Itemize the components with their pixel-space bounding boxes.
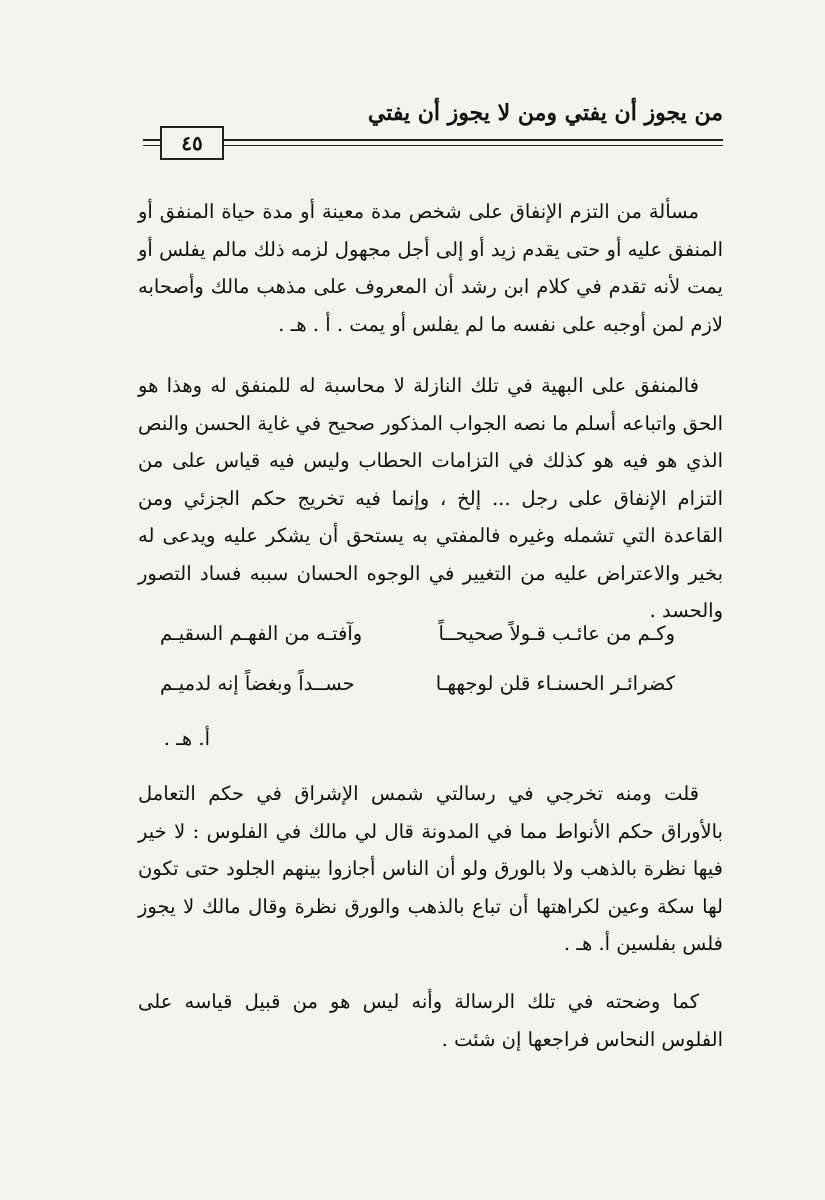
header-rule <box>143 139 723 141</box>
page-number: ٤٥ <box>160 126 224 160</box>
header-rule-thin <box>143 145 723 146</box>
verse-2-second-hemistich: حســداً وبغضاً إنه لدميـم <box>160 672 355 695</box>
running-title: من يجوز أن يفتي ومن لا يجوز أن يفتي <box>367 100 723 126</box>
closing-mark: أ. هـ . <box>163 727 210 750</box>
paragraph-2: فالمنفق على البهية في تلك النازلة لا محاسبة له للمنفق له وهذا هو الحق واتباعه أسلم ما نصه الجواب المذكور صحيح في غاية الحسن والنص الذي هو فيه هو كذلك في التزامات الحطاب وليس فيه قياس على من التزام الإنفاق على رجل ... إلخ ، وإنما فيه تخريج حكم الجزئي ومن القاعدة التي تشمله وغيره فالمفتي به يستحق أن يشكر عليه ويدعى له بخير والاعتراض عليه من التغيير في الوجوه الحسان سببه فساد التصور والحسد . <box>138 374 723 622</box>
paragraph-3: قلت ومنه تخرجي في رسالتي شمس الإشراق في حكم التعامل بالأوراق حكم الأنواط مما في المدونة قال لي مالك في الفلوس : لا خير فيها نظرة بالذهب ولا بالورق ولو أن الناس أجازوا بينهم الجلود حتى تكون لها سكة وعين لكراهتها أن تباع بالذهب والورق نظرة وقال مالك لا يجوز فلس بفلسين أ. هـ . <box>138 782 723 955</box>
verse-2-first-hemistich: كضرائـر الحسنـاء قلن لوجههـا <box>435 672 675 695</box>
verse-1-first-hemistich: وكـم من عائـب قـولاً صحيحــاً <box>438 622 675 645</box>
verse-1-second-hemistich: وآفتـه من الفهـم السقيـم <box>160 622 363 645</box>
paragraph-4: كما وضحته في تلك الرسالة وأنه ليس هو من قبيل قياسه على الفلوس النحاس فراجعها إن شئت . <box>138 990 723 1051</box>
paragraph-1: مسألة من التزم الإنفاق على شخص مدة معينة أو مدة حياة المنفق أو المنفق عليه أو حتى يقدم زيد أو إلى أجل مجهول لزمه ذلك مالم يفلس أو يمت لأنه تقدم في كلام ابن رشد أن المعروف على مذهب مالك وأصحابه لازم لمن أوجبه على نفسه ما لم يفلس أو يمت . أ . هـ . <box>138 200 723 336</box>
